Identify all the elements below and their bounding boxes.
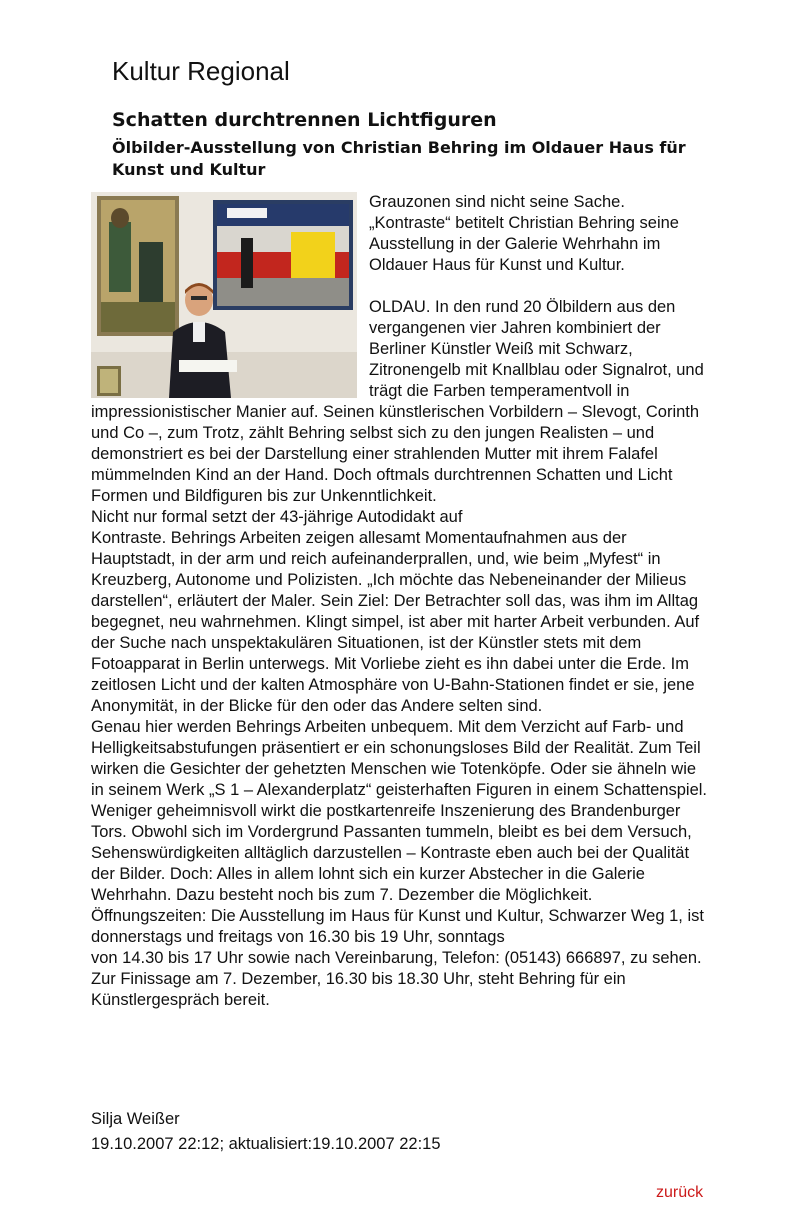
article-paragraph: Öffnungszeiten: Die Ausstellung im Haus für Kunst und Kultur, Schwarzer Weg 1, ist donnerstags und freitags von 16.30 bis 19 Uhr, sonntags (91, 907, 704, 946)
article-body (91, 192, 711, 1011)
artist-portrait-photo (91, 192, 357, 398)
gallery-scene-illustration (91, 192, 357, 398)
article-footer (91, 1107, 441, 1157)
article-paragraph: Genau hier werden Behrings Arbeiten unbequem. Mit dem Verzicht auf Farb- und Helligkeitsabstufungen präsentiert er ein schonungsloses Bild der Realität. Zum Teil wirken die Gesichter der gehetzten Menschen wie Totenköpfe. Oder sie ähneln wie in seinem Werk „S 1 – Alexanderplatz“ geisterhaften Figuren in einem Schattenspiel. (91, 718, 708, 799)
article-paragraph: OLDAU. In den rund 20 Ölbildern aus den vergangenen vier Jahren kombiniert der Berliner Künstler Weiß mit Schwarz, Zitronengelb mit Knallblau oder Signalrot, und trägt die Farben temperamentvoll in impressionistischer Manier auf. Seinen künstlerischen Vorbildern – Slevogt, Corinth und Co –, zum Trotz, zählt Behring selbst sich zu den jungen Realisten – und demonstriert es bei der Darstellung einer strahlenden Mutter mit ihrem Falafel mümmelnden Kind an der Hand. Doch oftmals durchtrennen Schatten und Licht Formen und Bildfiguren bis zur Unkenntlichkeit. (91, 298, 704, 505)
publish-timestamp: 19.10.2007 22:12; aktualisiert:19.10.2007 22:15 (91, 1135, 441, 1153)
back-link[interactable]: zurück (656, 1184, 704, 1201)
author-name: Silja Weißer (91, 1110, 180, 1128)
article-subheadline: Ölbilder-Ausstellung von Christian Behring im Oldauer Haus für Kunst und Kultur (112, 138, 686, 179)
article-paragraph: Weniger geheimnisvoll wirkt die postkartenreife Inszenierung des Brandenburger Tors. Obwohl sich im Vordergrund Passanten tummeln, bleibt es bei dem Versuch, Sehenswürdigkeiten alltäglich darzustellen – Kontraste eben auch bei der Qualität der Bilder. Doch: Alles in allem lohnt sich ein kurzer Abstecher in die Galerie Wehrhahn. Dazu besteht noch bis zum 7. Dezember die Möglichkeit. (91, 802, 692, 904)
article-paragraph: Kontraste. Behrings Arbeiten zeigen allesamt Momentaufnahmen aus der Hauptstadt, in der arm und reich aufeinanderprallen, und, wie beim „Myfest“ in Kreuzberg, Autonome und Polizisten. „Ich möchte das Nebeneinander der Milieus darstellen“, erläutert der Maler. Sein Ziel: Der Betrachter soll das, was ihm im Alltag begegnet, neu wahrnehmen. Klingt simpel, ist aber mit harter Arbeit verbunden. Auf der Suche nach unspektakulären Situationen, ist der Künstler stets mit dem Fotoapparat in Berlin unterwegs. Mit Vorliebe zieht es ihn dabei unter die Erde. Im zeitlosen Licht und der kalten Atmosphäre von U-Bahn-Stationen findet er sie, jene Anonymität, in der Blicke für den oder das Andere selten sind. (91, 529, 700, 715)
article-paragraph: von 14.30 bis 17 Uhr sowie nach Vereinbarung, Telefon: (05143) 666897, zu sehen. Zur Finissage am 7. Dezember, 16.30 bis 18.30 Uhr, steht Behring für ein Künstlergespräch bereit. (91, 949, 702, 1009)
article-lead: Grauzonen sind nicht seine Sache. „Kontraste“ betitelt Christian Behring seine Ausstellung in der Galerie Wehrhahn im Oldauer Haus für Kunst und Kultur. (369, 193, 679, 274)
article-headline: Schatten durchtrennen Lichtfiguren (112, 109, 497, 131)
section-title: Kultur Regional (112, 56, 290, 86)
article-paragraph: Nicht nur formal setzt der 43-jährige Autodidakt auf (91, 508, 463, 526)
